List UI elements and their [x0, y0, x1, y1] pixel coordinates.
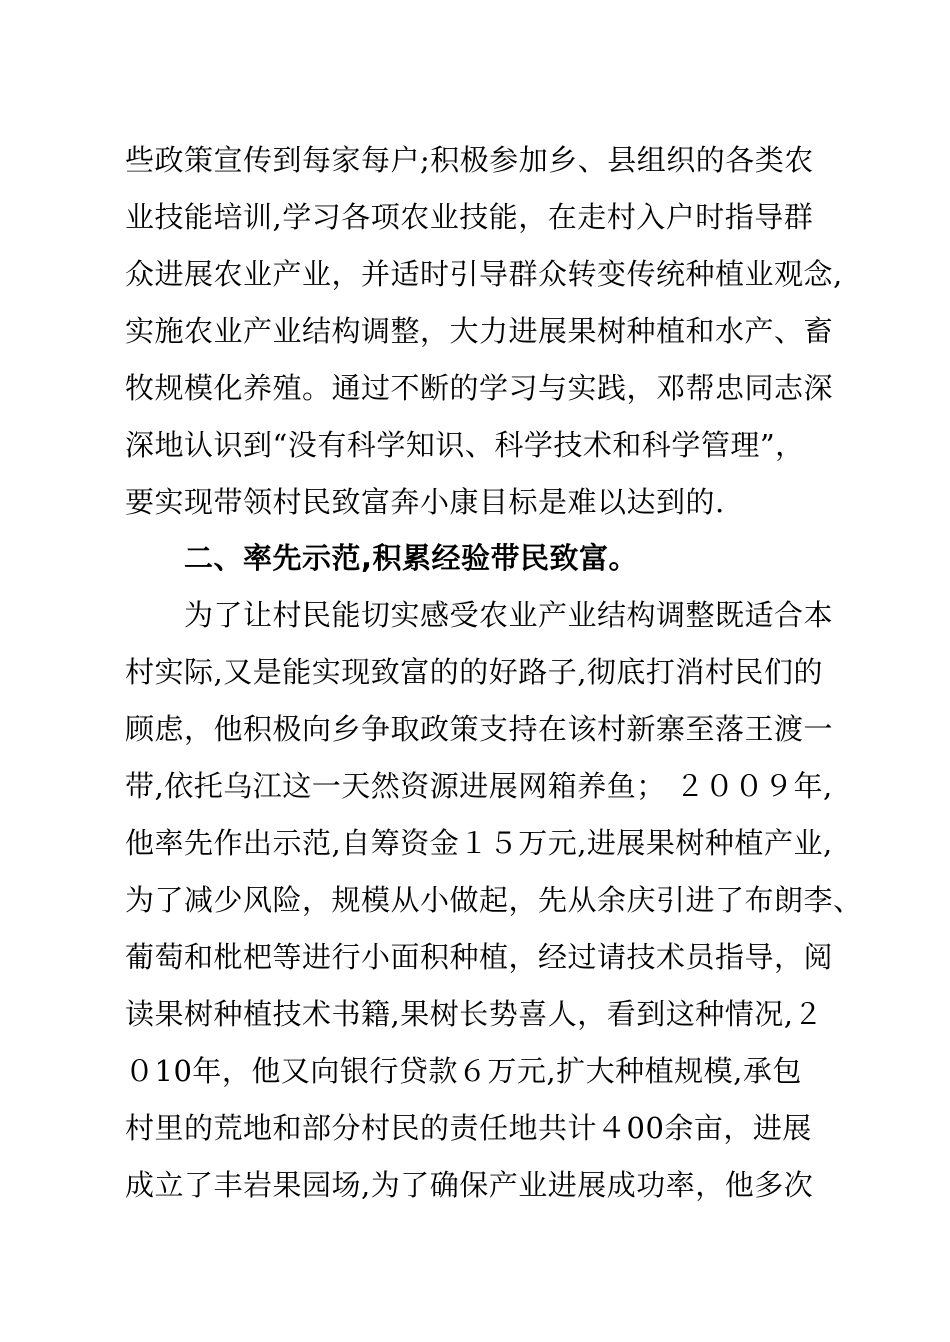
paragraph-line: 众进展农业产业，并适时引导群众转变传统种植业观念,	[125, 257, 843, 291]
paragraph-line: 他率先作出示范,自筹资金１５万元,进展果树种植产业,	[125, 826, 833, 860]
paragraph-line: 为了减少风险，规模从小做起，先从余庆引进了布朗李、	[125, 883, 863, 917]
paragraph-line: 深地认识到“没有科学知识、科学技术和科学管理”，	[125, 428, 805, 462]
paragraph-line: 成立了丰岩果园场,为了确保产业进展成功率，他多次	[125, 1168, 814, 1202]
paragraph-line: 读果树种植技术书籍,果树长势喜人，看到这种情况,２	[125, 997, 823, 1031]
paragraph-line: 带,依托乌江这一天然资源进展网箱养鱼； ２００９年,	[125, 769, 833, 803]
paragraph-line: 要实现带领村民致富奔小康目标是难以达到的.	[125, 485, 725, 519]
paragraph-line: 村里的荒地和部分村民的责任地共计４00余亩，进展	[125, 1111, 812, 1145]
paragraph-line: 牧规模化养殖。通过不断的学习与实践，邓帮忠同志深	[125, 371, 834, 405]
paragraph-line: 些政策宣传到每家每户;积极参加乡、县组织的各类农	[125, 143, 814, 177]
paragraph-line: 业技能培训,学习各项农业技能，在走村入户时指导群	[125, 200, 814, 234]
paragraph-line: ０10年，他又向银行贷款６万元,扩大种植规模,承包	[125, 1054, 802, 1088]
paragraph-line: 实施农业产业结构调整，大力进展果树种植和水产、畜	[125, 314, 834, 348]
paragraph-line: 村实际,又是能实现致富的的好路子,彻底打消村民们的	[125, 655, 823, 689]
paragraph-line: 顾虑，他积极向乡争取政策支持在该村新寨至落王渡一	[125, 712, 834, 746]
paragraph-line: 葡萄和枇杷等进行小面积种植，经过请技术员指导，阅	[125, 940, 834, 974]
paragraph-line: 为了让村民能切实感受农业产业结构调整既适合本	[184, 598, 834, 632]
section-heading: 二、率先示范,积累经验带民致富。	[184, 541, 639, 575]
